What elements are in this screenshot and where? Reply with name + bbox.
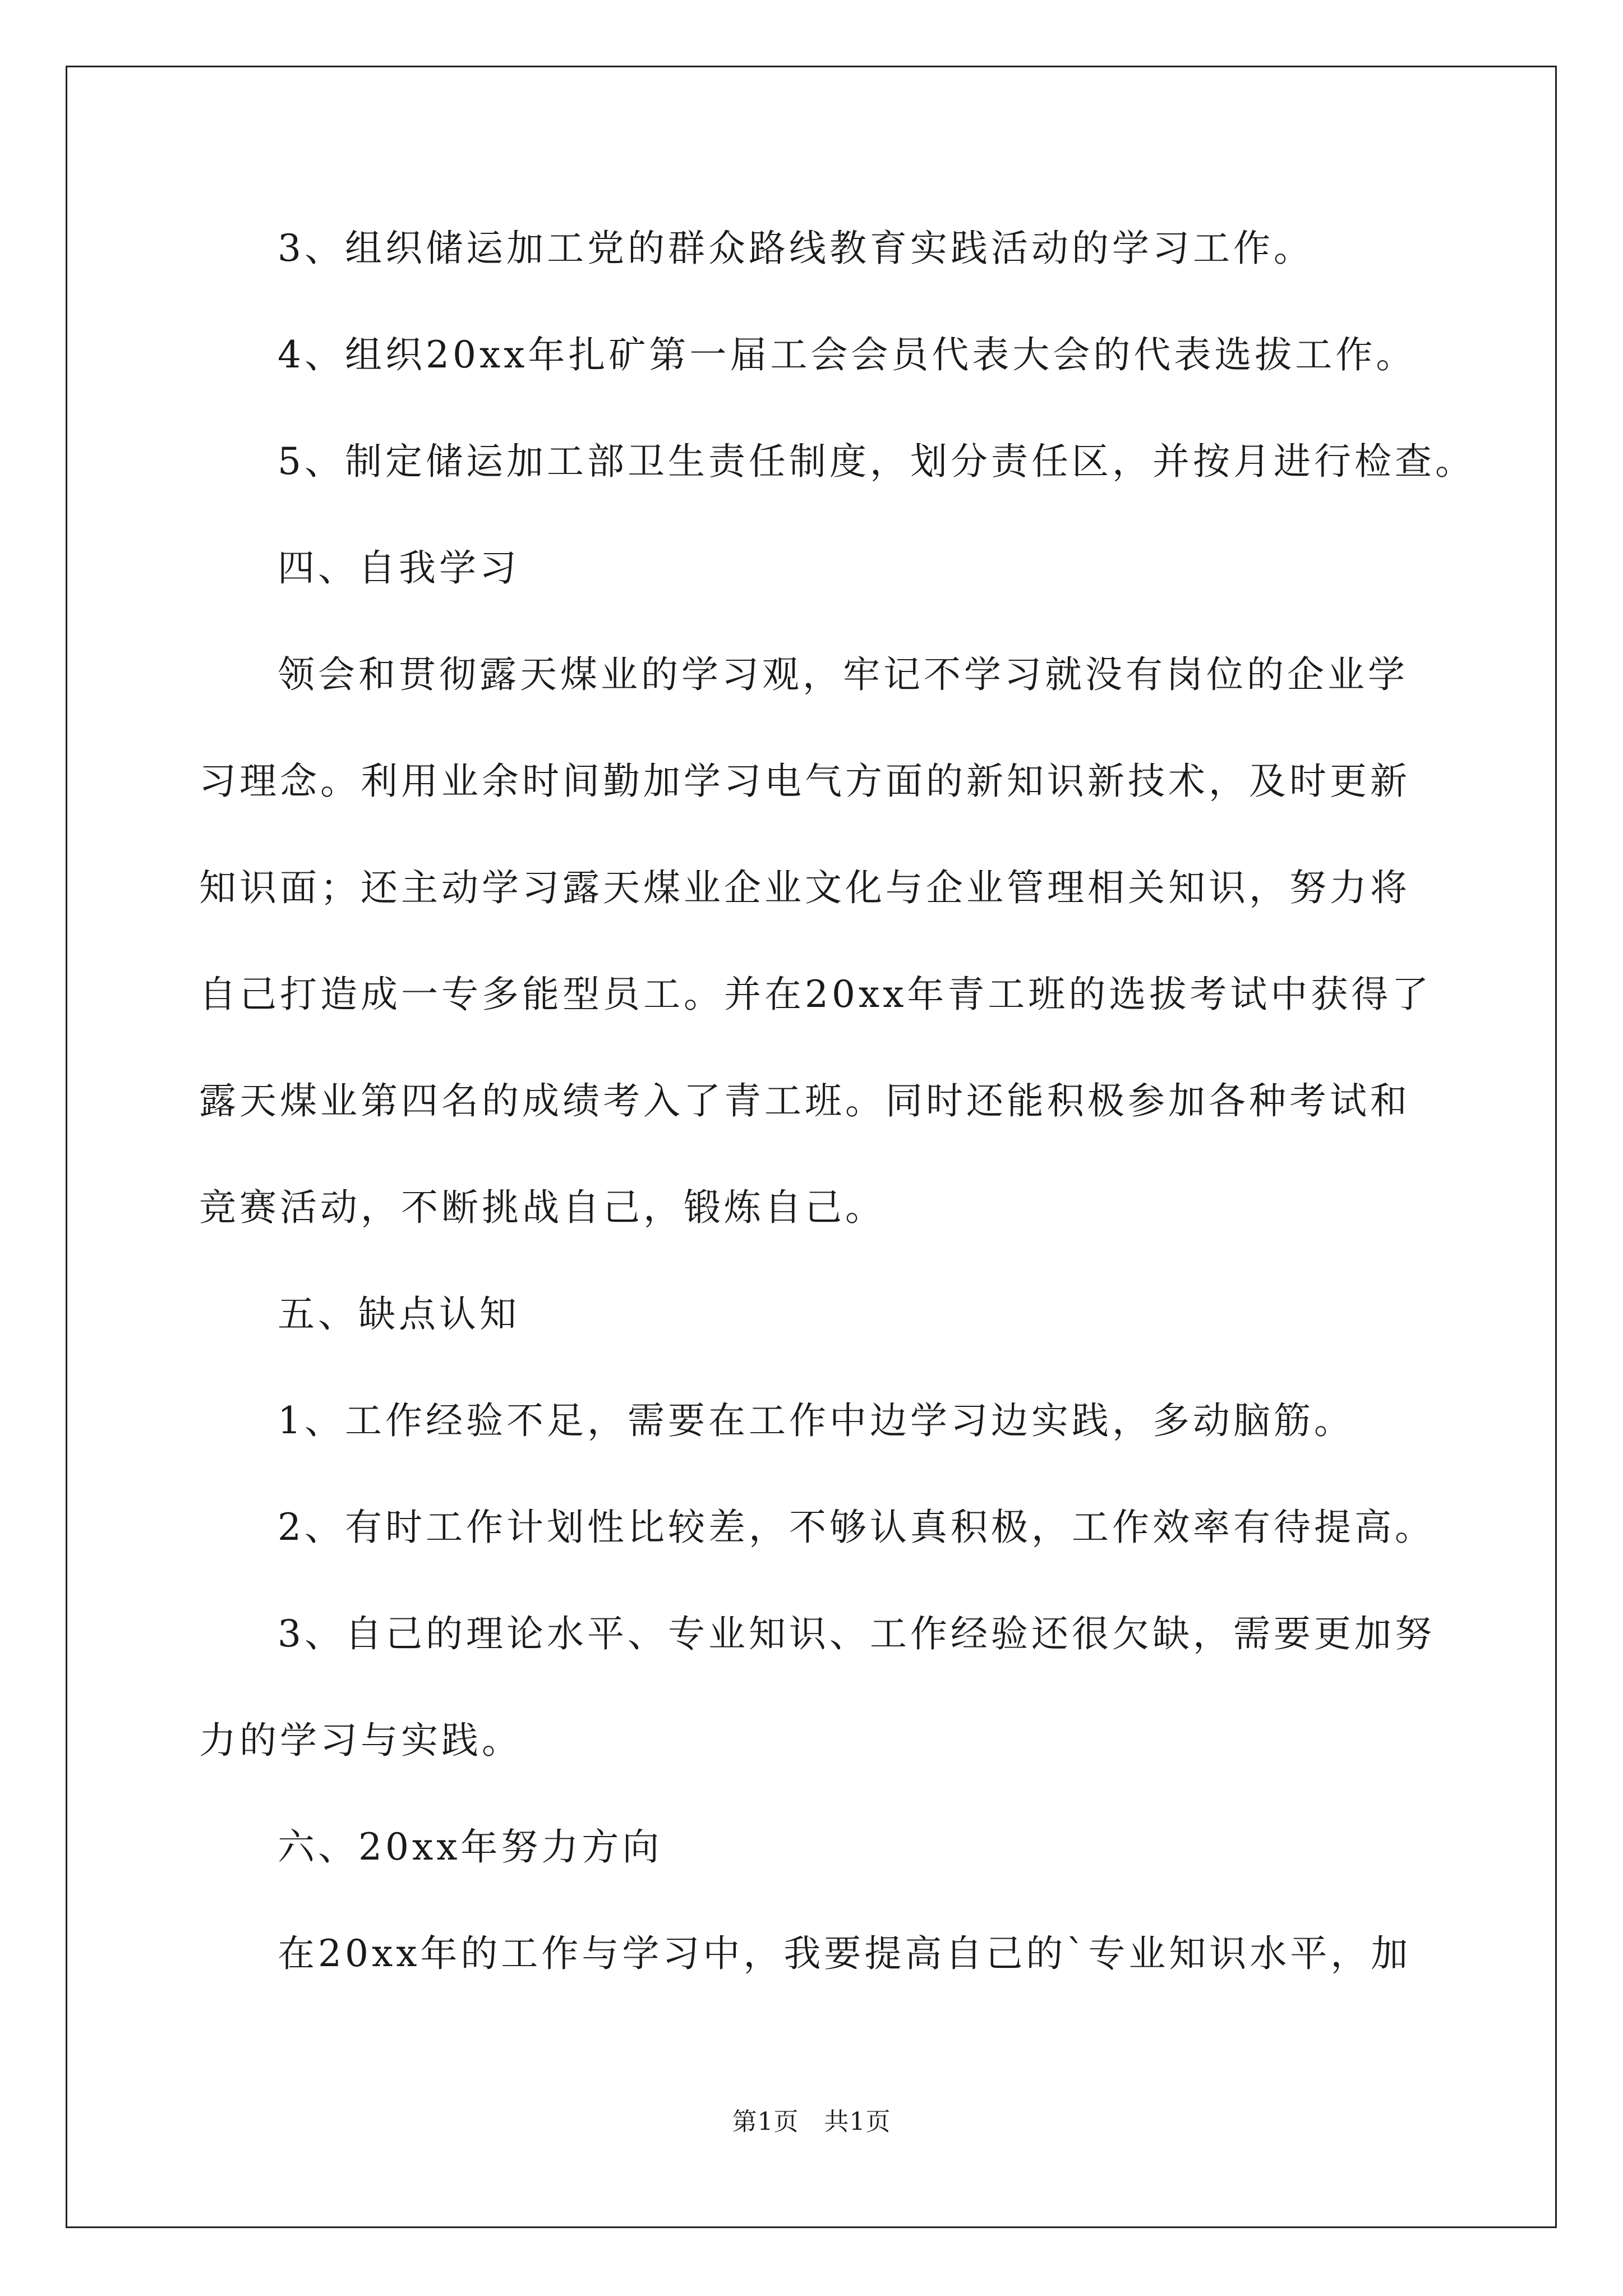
page-number-footer: 第1页 共1页 (732, 2108, 891, 2136)
section-heading: 五、缺点认知 (278, 1292, 520, 1336)
paragraph-line: 力的学习与实践。 (199, 1719, 522, 1762)
paragraph-line: 知识面；还主动学习露天煤业企业文化与企业管理相关知识，努力将 (199, 866, 1410, 909)
paragraph-line: 1、工作经验不足，需要在工作中边学习边实践，多动脑筋。 (278, 1399, 1354, 1442)
paragraph-line: 5、制定储运加工部卫生责任制度，划分责任区，并按月进行检查。 (278, 440, 1476, 483)
paragraph-line: 在20xx年的工作与学习中，我要提高自己的`专业知识水平，加 (278, 1932, 1412, 1975)
paragraph-line: 露天煤业第四名的成绩考入了青工班。同时还能积极参加各种考试和 (199, 1079, 1410, 1122)
section-heading: 六、20xx年努力方向 (278, 1825, 663, 1869)
paragraph-line: 习理念。利用业余时间勤加学习电气方面的新知识新技术，及时更新 (199, 760, 1410, 803)
paragraph-line: 领会和贯彻露天煤业的学习观，牢记不学习就没有岗位的企业学 (278, 653, 1408, 696)
paragraph-line: 竞赛活动，不断挑战自己，锻炼自己。 (199, 1186, 886, 1229)
paragraph-line: 3、组织储运加工党的群众路线教育实践活动的学习工作。 (278, 227, 1314, 270)
paragraph-line: 自己打造成一专多能型员工。并在20xx年青工班的选拔考试中获得了 (199, 973, 1432, 1016)
page-border (66, 66, 1557, 2228)
section-heading: 四、自我学习 (278, 546, 520, 590)
paragraph-line: 4、组织20xx年扎矿第一届工会会员代表大会的代表选拔工作。 (278, 333, 1417, 376)
paragraph-line: 2、有时工作计划性比较差，不够认真积极，工作效率有待提高。 (278, 1506, 1435, 1549)
paragraph-line: 3、自己的理论水平、专业知识、工作经验还很欠缺，需要更加努 (278, 1612, 1435, 1655)
